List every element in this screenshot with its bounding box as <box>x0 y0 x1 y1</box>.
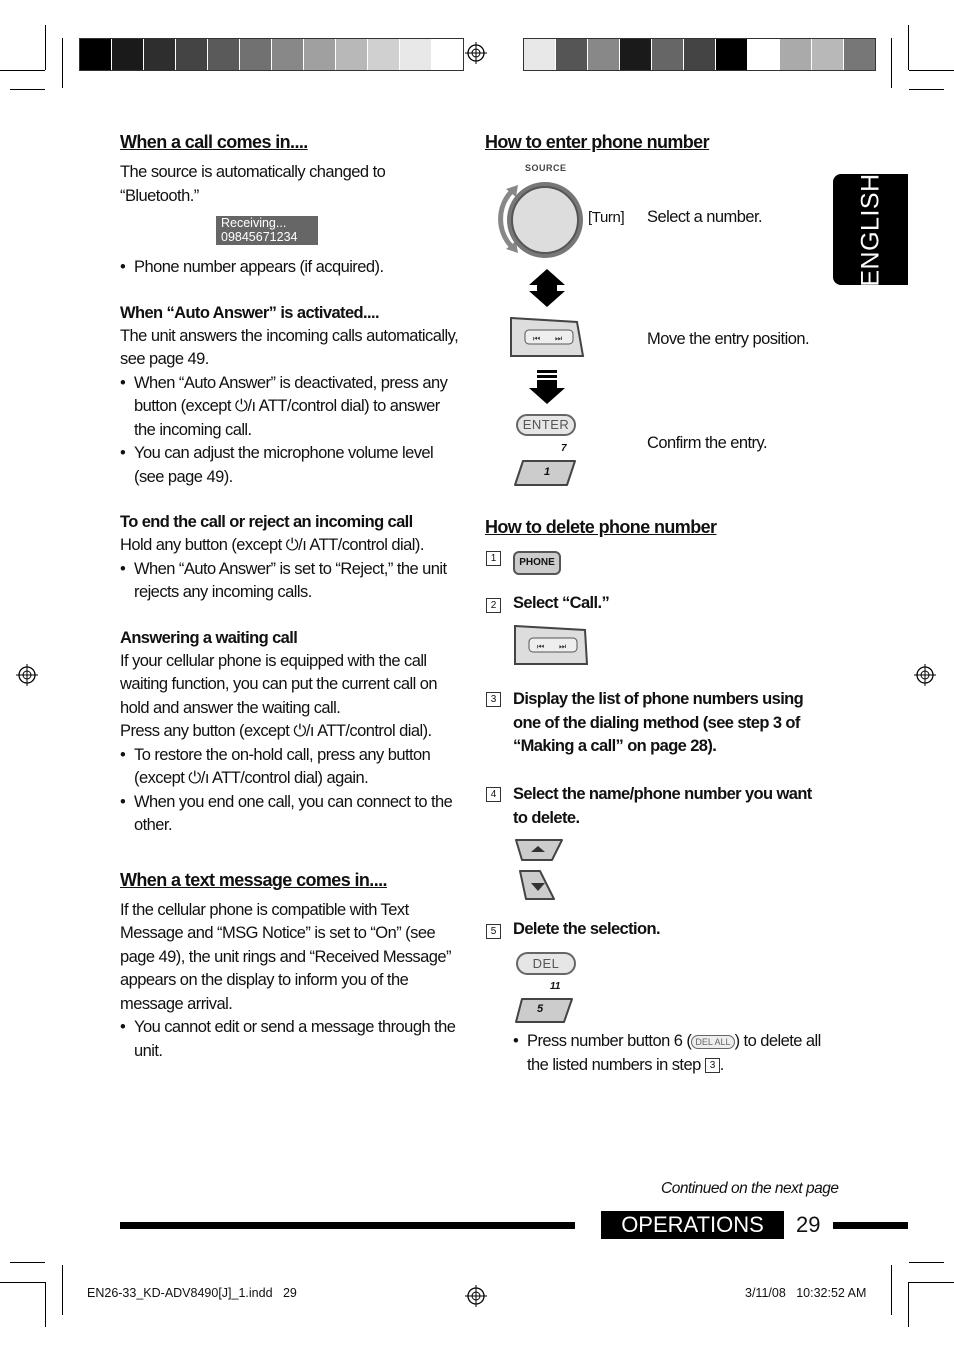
color-calibration-bar-right <box>523 38 876 71</box>
bottom-rule-left <box>120 1222 575 1229</box>
svg-text:⏮: ⏮ <box>533 334 541 343</box>
bullet-item: • Phone number appears (if acquired). <box>120 256 465 280</box>
text: Press any button (except <box>120 722 294 740</box>
calibration-swatch <box>684 39 716 70</box>
paragraph: The unit answers the incoming calls automatically, see page 49. <box>120 326 459 368</box>
bottom-rule-right <box>833 1222 908 1229</box>
continued-note: Continued on the next page <box>661 1180 839 1197</box>
paragraph <box>120 720 465 744</box>
section-label: OPERATIONS <box>621 1212 764 1237</box>
text: ) to delete all the listed numbers in step <box>527 1032 821 1074</box>
att-label: ATT <box>309 536 338 554</box>
paragraph: The source is automatically changed to “Bluetooth.” <box>120 163 386 205</box>
bullet-item: • You cannot edit or send a message through the unit. <box>120 1016 465 1063</box>
calibration-swatch <box>588 39 620 70</box>
registration-mark-icon <box>914 664 936 686</box>
svg-text:⏭: ⏭ <box>555 334 563 343</box>
section-heading: How to delete phone number <box>485 517 717 537</box>
att-label: ATT <box>212 769 241 787</box>
number-key-5-icon <box>514 997 574 1024</box>
bullet-item: • You can adjust the microphone volume level (see page 49). <box>120 442 465 489</box>
calibration-swatch <box>812 39 844 70</box>
key-number: 5 <box>537 1003 544 1015</box>
display-line-1: Receiving... <box>221 216 287 230</box>
registration-mark-icon <box>16 664 38 686</box>
svg-text:⏭: ⏭ <box>559 642 567 651</box>
button-number: 7 <box>561 443 567 454</box>
calibration-swatch <box>176 39 208 70</box>
button-number: 11 <box>550 981 561 992</box>
calibration-swatch <box>716 39 748 70</box>
step-text: Confirm the entry. <box>647 434 768 452</box>
registration-mark-icon <box>465 42 487 64</box>
del-button-icon: DEL <box>516 952 576 975</box>
text: Press number button 6 ( <box>527 1032 692 1050</box>
power-icon: ⏻/ı <box>188 769 212 787</box>
up-key-icon <box>514 838 564 862</box>
display-line-2: 09845671234 <box>221 229 298 244</box>
calibration-swatch <box>112 39 144 70</box>
text: /control dial). <box>337 536 424 554</box>
bullet-item <box>120 744 465 791</box>
paragraph: If the cellular phone is compatible with Text Message and “MSG Notice” is set to “On” (see page 49), the unit rings and “Received Message” appears on the display to inform you of the message arrival. <box>120 900 451 1013</box>
calibration-swatch <box>208 39 240 70</box>
footer-date: 3/11/08 10:32:52 AM <box>745 1286 867 1300</box>
calibration-swatch <box>844 39 875 70</box>
step-text: Select the name/phone number you want to delete. <box>513 785 812 827</box>
text: When “Auto Answer” is deactivated, press any button (except <box>134 373 448 415</box>
power-icon: ⏻/ı <box>234 397 259 415</box>
seek-button-icon <box>513 624 589 666</box>
calibration-swatch <box>652 39 684 70</box>
power-icon: ⏻/ı <box>293 722 318 740</box>
registration-mark-icon <box>465 1285 487 1307</box>
section-heading: When a text message comes in.... <box>120 869 387 890</box>
text: Hold any button (except <box>120 536 286 554</box>
calibration-swatch <box>524 39 556 70</box>
bullet-item: • When “Auto Answer” is set to “Reject,” the unit rejects any incoming calls. <box>120 558 465 605</box>
calibration-swatch <box>304 39 336 70</box>
calibration-swatch <box>400 39 432 70</box>
step-text: Select “Call.” <box>513 594 610 612</box>
step-number: 5 <box>486 924 501 939</box>
receiving-display <box>216 216 318 245</box>
text: To restore the on-hold call, press any button (except <box>134 745 431 787</box>
source-label: SOURCE <box>525 163 567 173</box>
bullet-item <box>120 372 465 443</box>
step-text: Select a number. <box>647 208 763 226</box>
section-heading: To end the call or reject an incoming call <box>120 513 413 531</box>
section-heading: How to enter phone number <box>485 132 710 152</box>
language-tab-label: ENGLISH <box>856 172 884 287</box>
operations-box <box>601 1211 784 1239</box>
bullet-item <box>513 1030 827 1077</box>
calibration-swatch <box>620 39 652 70</box>
step-number: 4 <box>486 787 501 802</box>
calibration-swatch <box>780 39 812 70</box>
text: . <box>719 1055 724 1074</box>
left-column <box>120 132 465 1063</box>
down-arrow-icon <box>527 370 567 404</box>
language-tab <box>833 174 908 285</box>
power-icon: ⏻/ı <box>285 536 310 554</box>
step-number: 2 <box>486 598 501 613</box>
control-dial-icon <box>498 177 588 263</box>
calibration-swatch <box>240 39 272 70</box>
down-key-icon <box>516 869 556 903</box>
calibration-swatch <box>144 39 176 70</box>
svg-text:⏮: ⏮ <box>537 642 545 651</box>
att-label: ATT <box>258 397 287 415</box>
calibration-swatch <box>748 39 780 70</box>
step-text: Delete the selection. <box>513 920 660 938</box>
seek-button-icon <box>509 316 585 358</box>
section-heading: When “Auto Answer” is activated.... <box>120 303 379 322</box>
calibration-swatch <box>272 39 304 70</box>
paragraph: If your cellular phone is equipped with the call waiting function, you can put the current call on hold and answer the waiting call. <box>120 651 438 717</box>
page-number: 29 <box>796 1212 821 1237</box>
paragraph <box>120 534 465 558</box>
text: /control dial) again. <box>240 769 369 787</box>
up-down-arrow-icon <box>527 269 567 307</box>
section-heading: Answering a waiting call <box>120 628 298 647</box>
step-number: 3 <box>705 1058 720 1073</box>
color-calibration-bar-left <box>79 38 464 71</box>
footer-file: EN26-33_KD-ADV8490[J]_1.indd 29 <box>87 1286 297 1300</box>
phone-button-icon: PHONE <box>513 551 561 575</box>
step-text: Move the entry position. <box>647 330 809 348</box>
bullet-item: • When you end one call, you can connect to the other. <box>120 791 465 838</box>
calibration-swatch <box>556 39 588 70</box>
att-label: ATT <box>317 722 346 740</box>
text: /control dial) to answer the incoming call. <box>134 397 440 439</box>
calibration-swatch <box>336 39 368 70</box>
turn-label: [Turn] <box>588 209 625 226</box>
enter-button-icon: ENTER <box>516 414 576 436</box>
del-all-button-icon: DEL ALL <box>691 1035 734 1049</box>
step-text: Display the list of phone numbers using one of the dialing method (see step 3 of “Making a call” on page 28). <box>513 690 804 755</box>
calibration-swatch <box>368 39 400 70</box>
calibration-swatch <box>80 39 112 70</box>
step-number: 1 <box>486 551 501 566</box>
step-number: 3 <box>486 692 501 707</box>
section-heading: When a call comes in.... <box>120 132 308 152</box>
key-number: 1 <box>544 466 551 478</box>
calibration-swatch <box>432 39 463 70</box>
text: /control dial). <box>345 722 432 740</box>
